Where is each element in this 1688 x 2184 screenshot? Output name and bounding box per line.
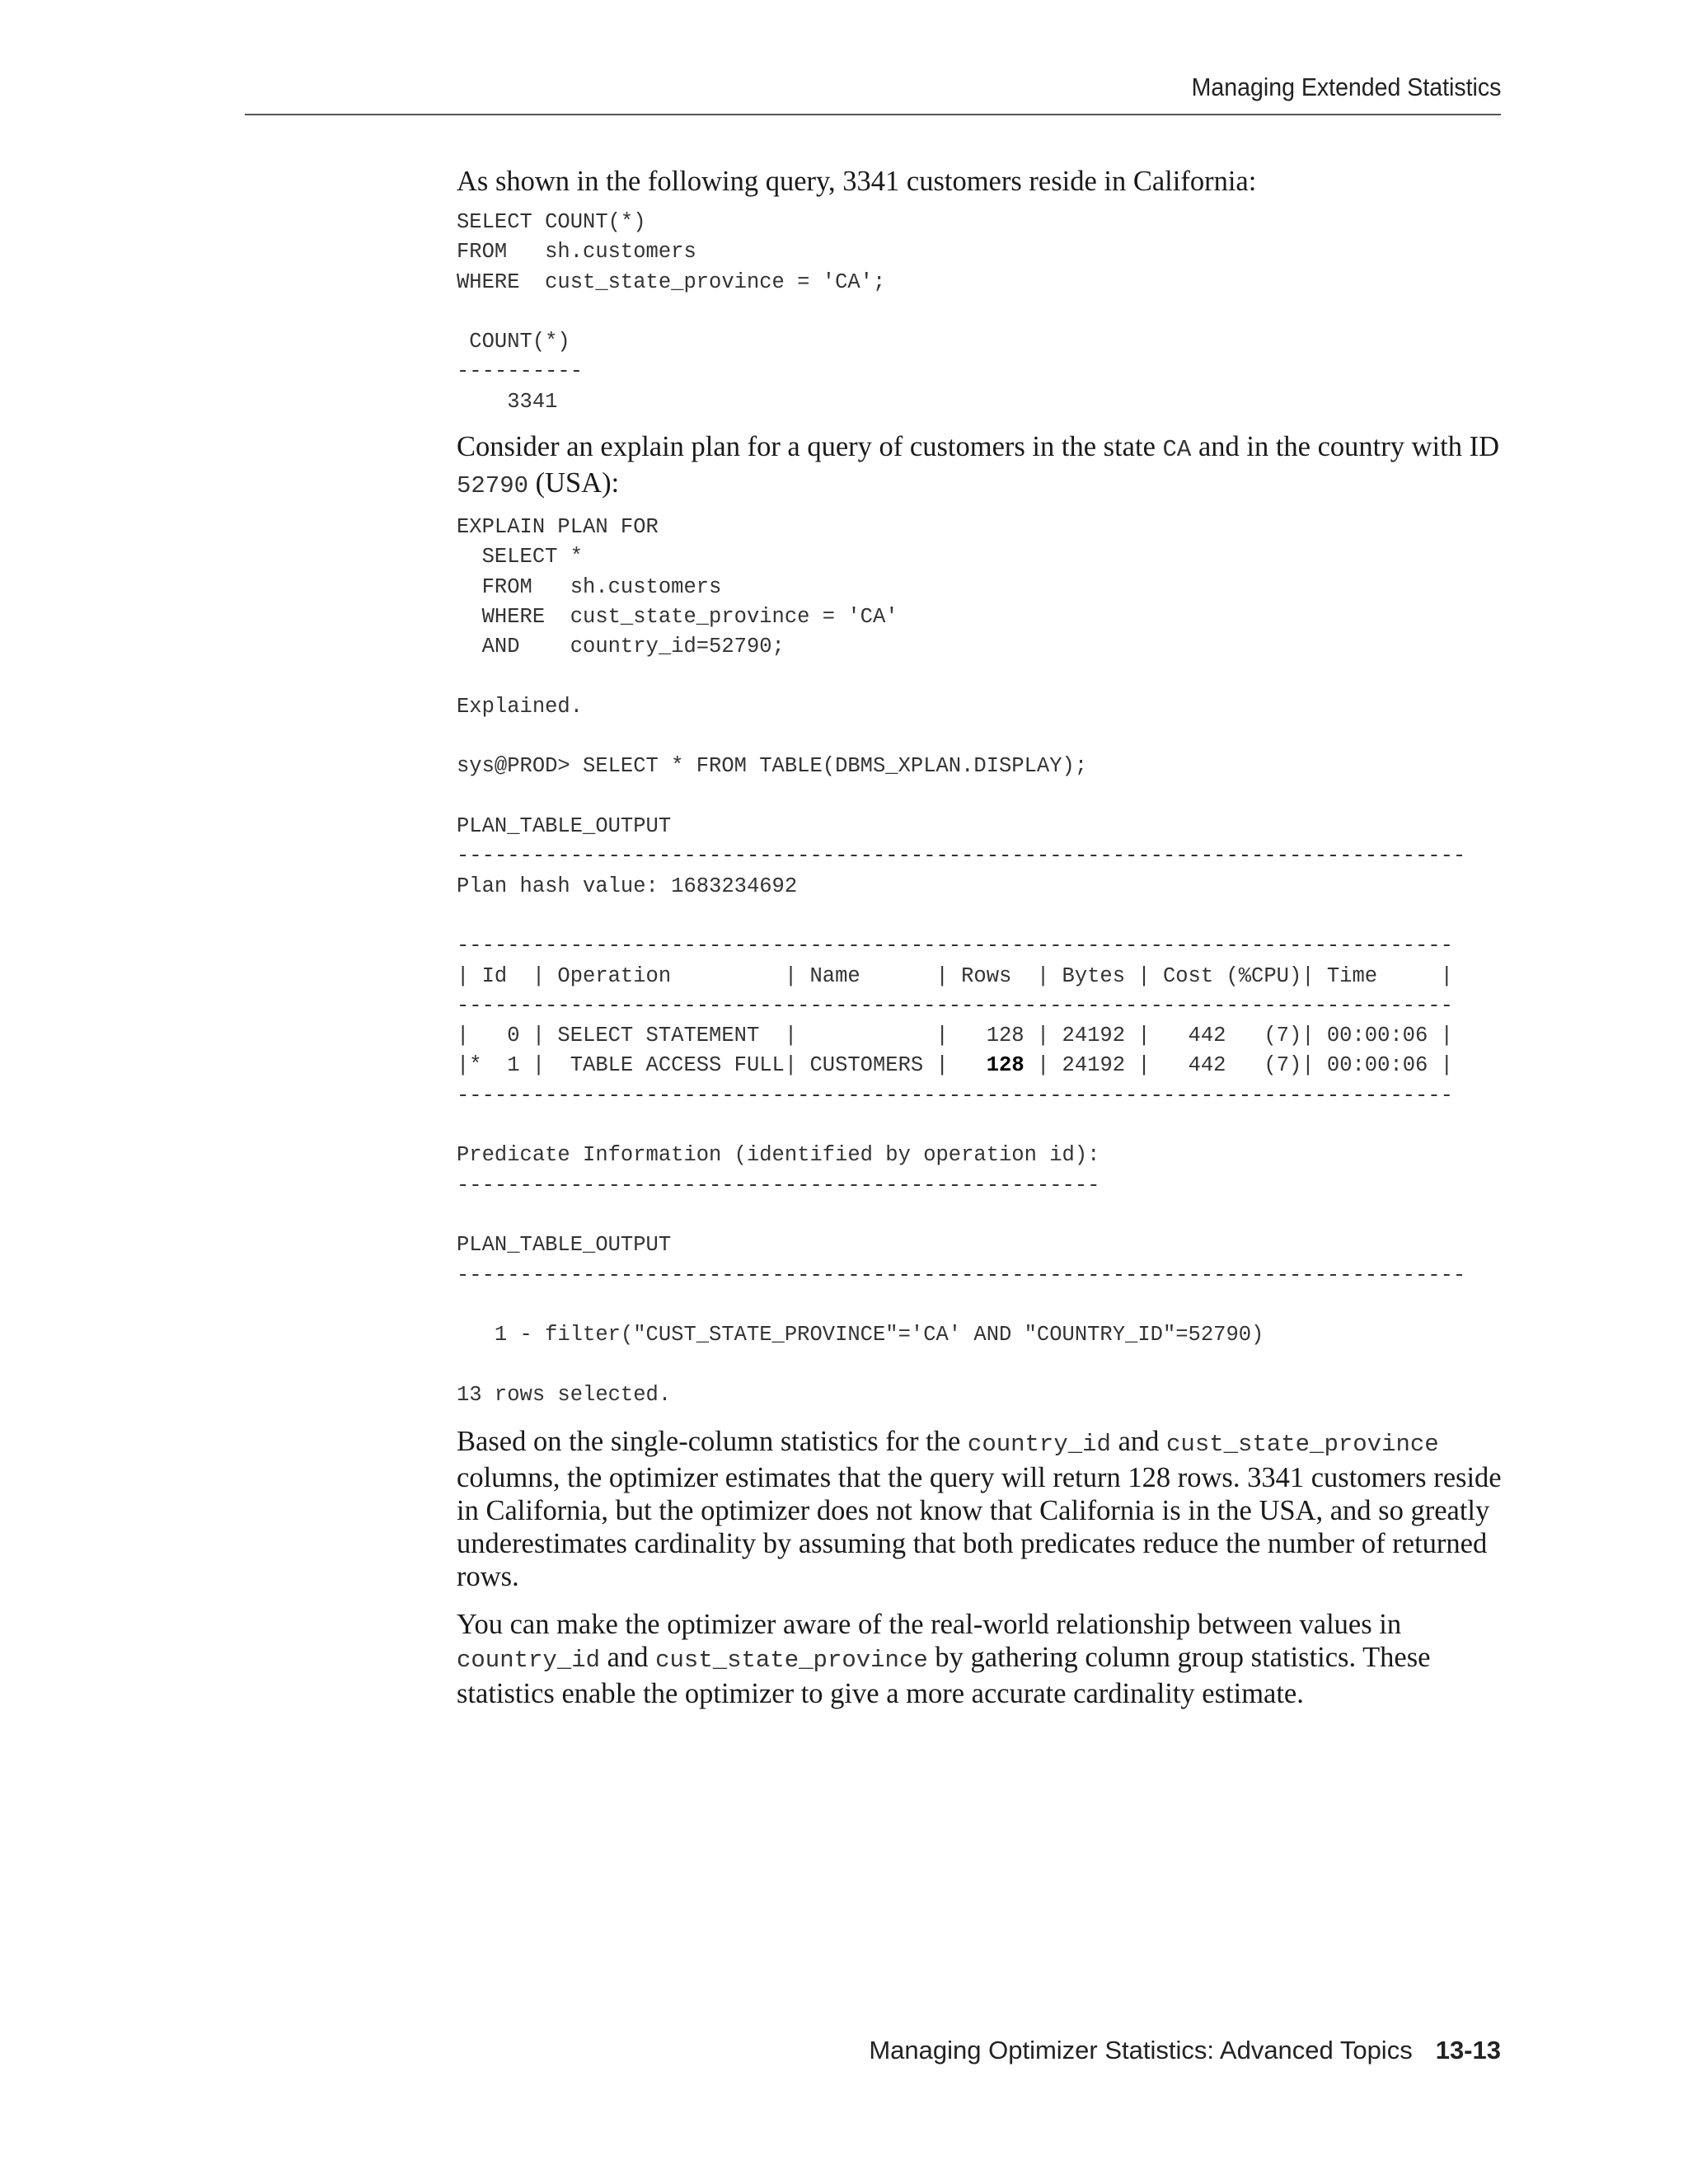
country-id-column-inline: country_id: [967, 1430, 1111, 1458]
remedy-text-1: You can make the optimizer aware of the real-world relationship between values in: [457, 1608, 1402, 1640]
estimated-rows-highlight: 128: [986, 1053, 1025, 1078]
explain-plan-output-top: EXPLAIN PLAN FOR SELECT * FROM sh.customers WHERE cust_state_province = 'CA' AND country_id=52790; Explained. sys@PROD> SELECT * FROM TABLE(DBMS_XPLAN.DISPLAY); PLAN_TABLE_OUTPUT -------------------------------------------------------------------------------- Plan hash value: 1683234692 ------------------------------------------------------------------------------- | Id | Operation | Name | Rows | Bytes | Cost (%CPU)| Time | ------------------------------------------------------------------------------- | 0 | SELECT STATEMENT | | 128 | 24192 | 442 (7)| 00:00:06 |: [457, 515, 1466, 1048]
remedy-text-2: and: [600, 1641, 656, 1673]
page-footer: [869, 2036, 1501, 2065]
plan-row-table-access: [457, 1053, 1453, 1077]
remedy-paragraph: [457, 1608, 1503, 1710]
page-body: [457, 165, 1503, 1710]
analysis-text-2: and: [1110, 1425, 1167, 1457]
country-id-code-inline: 52790: [457, 472, 529, 500]
plan-row-suffix: | 24192 | 442 (7)| 00:00:06 |: [1024, 1053, 1453, 1078]
analysis-paragraph: [457, 1425, 1503, 1593]
explain-intro-text-3: (USA):: [528, 467, 620, 499]
running-header: Managing Extended Statistics: [1191, 73, 1501, 101]
state-province-column-inline: cust_state_province: [1166, 1430, 1439, 1458]
country-id-column-inline-2: country_id: [457, 1646, 601, 1674]
header-rule: [245, 114, 1501, 115]
intro-paragraph: As shown in the following query, 3341 customers reside in California:: [457, 166, 1257, 197]
state-province-column-inline-2: cust_state_province: [655, 1646, 928, 1674]
footer-book-title: Managing Optimizer Statistics: Advanced Topics: [869, 2036, 1413, 2064]
count-query-code-block: SELECT COUNT(*) FROM sh.customers WHERE cust_state_province = 'CA'; COUNT(*) ---------- 3341: [457, 210, 886, 414]
explain-plan-output-bottom: ------------------------------------------------------------------------------- Predicate Information (identified by operation id): --------------------------------------------------- PLAN_TABLE_OUTPUT -------------------------------------------------------------------------------- 1 - filter("CUST_STATE_PROVINCE"='CA' AND "COUNTRY_ID"=52790) 13 rows selected.: [457, 1083, 1466, 1407]
page-number: 13-13: [1435, 2036, 1501, 2064]
analysis-text-1: Based on the single-column statistics for the: [457, 1425, 968, 1457]
remedy-text-3: by gathering column group statistics. These statistics enable the optimizer to give a more accurate cardinality estimate.: [457, 1641, 1431, 1709]
explain-intro-text-2: and in the country with ID: [1191, 431, 1499, 463]
state-code-inline: CA: [1162, 436, 1192, 464]
analysis-text-3: columns, the optimizer estimates that the query will return 128 rows. 3341 customers reside in California, but the optimizer does not know that California is in the USA, and so greatly underestimates cardinality by assuming that both predicates reduce the number of returned rows.: [457, 1461, 1502, 1592]
explain-intro-paragraph: [457, 430, 1503, 503]
explain-intro-text-1: Consider an explain plan for a query of customers in the state: [457, 431, 1163, 463]
plan-row-prefix: |* 1 | TABLE ACCESS FULL| CUSTOMERS |: [457, 1053, 987, 1078]
explain-plan-code-block: [457, 513, 1503, 1410]
